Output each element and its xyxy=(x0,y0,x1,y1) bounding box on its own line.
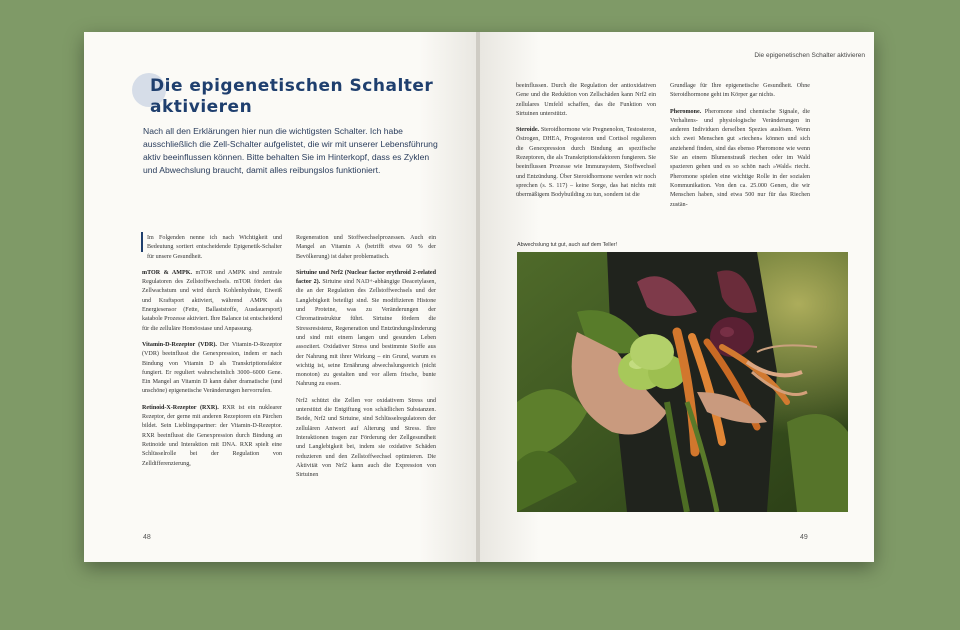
paragraph: Regeneration und Stoffwechselprozessen. Auch ein Mangel an Vitamin A (betrifft etwa 60 % der Bevölkerung) ist daher problematisch. xyxy=(296,235,436,260)
left-column-1 xyxy=(142,234,282,476)
vegetable-photo xyxy=(517,252,848,512)
open-book xyxy=(84,32,874,562)
page-number-left: 48 xyxy=(143,534,151,541)
right-column-2 xyxy=(670,82,810,217)
paragraph xyxy=(142,269,282,334)
paragraph-heading: Pheromone. xyxy=(670,108,702,115)
paragraph: beeinflussen. Durch die Regulation der antioxidativen Gene und die Reduktion von Zellschäden kann Nrf2 ein zellulares Umfeld schaffen, das die Funktion von Sirtuinen unterstützt. xyxy=(516,83,656,117)
paragraph-heading: Sirtuine und Nrf2 (Nuclear factor erythroid 2-related factor 2). xyxy=(296,269,436,286)
paragraph-heading: Retinoid-X-Rezeptor (RXR). xyxy=(142,404,219,411)
paragraph-text: mTOR und AMPK sind zentrale Regulatoren des Zellstoffwechsels. mTOR fördert das Zellwachstum und wird durch Kohlenhydrate, Eiweiß und Kraftsport aktiviert, während AMPK als Energiesensor (Fette, Ballaststoffe, Ausdauersport) katabole Prozesse aktiviert. Ihre Balance ist entscheidend für die zelluläre Homöostase und Anpassung. xyxy=(142,269,282,332)
paragraph-text: Pheromone sind chemische Signale, die Verhaltens- und physiologische Veränderungen in anderen Individuen derselben Spezies auslösen. Wenn sich zwei Menschen gut »riechen« können und sich anziehend finden, sind das ebenso Pheromone wie wenn Sie an einem Blumenstrauß riechen oder im Wald spazieren gehen und es so schön nach »Wald« riecht. Pheromone spielen eine wichtige Rolle in der sozialen Kommunikation. Von den ca. 25.000 Genen, die wir Menschen haben, sind etwa 500 nur für das Riechen zustän- xyxy=(670,108,810,208)
paragraph-text: RXR ist ein nuklearer Rezeptor, der gerne mit anderen Rezeptoren ein Pärchen bildet. Sein Lieblingspartner: der Vitamin-D-Rezeptor. RXR beeinflusst die Genexpression durch Bindung an Retinoide und Interaktion mit DNA. RXR spielt eine Schlüsselrolle bei der Regulation von Zelldifferenzierung, xyxy=(142,404,282,467)
chapter-intro: Nach all den Erklärungen hier nun die wichtigsten Schalter. Ich habe ausschließlich die Zell-Schalter aufgelistet, die wir mit unserer Lebensführung aktiv beeinflussen können. Bitte behalten Sie im Hinterkopf, dass es Zyklen und Abwechslung braucht, damit alles reibungslos funktioniert. xyxy=(143,126,438,175)
paragraph xyxy=(142,404,282,469)
paragraph: Im Folgenden nenne ich nach Wichtigkeit und Bedeutung sortiert entscheidende Epigenetik-Schalter für unsere Gesundheit. xyxy=(147,235,282,260)
right-page xyxy=(480,32,874,562)
paragraph-heading: Steroide. xyxy=(516,127,540,134)
paragraph-heading: mTOR & AMPK. xyxy=(142,269,192,276)
paragraph xyxy=(296,269,436,390)
paragraph-text: Der Vitamin-D-Rezeptor (VDR) beeinflusst die Genexpression, indem er nach Bindung von Vitamin D als Transkriptionsfaktor fungiert. Er reguliert wahrscheinlich 3000–6000 Gene. Ein Mangel an Vitamin D kann daher dramatische (und unschöne) epigenetische Veränderungen hervorrufen. xyxy=(142,341,282,395)
paragraph-heading: Vitamin-D-Rezeptor (VDR). xyxy=(142,341,217,348)
paragraph xyxy=(516,126,656,200)
paragraph xyxy=(142,341,282,397)
paragraph-text: Steroidhormone wie Pregnenolon, Testosteron, Östrogen, DHEA, Progesteron und Cortisol regulieren die Genexpression durch Bindung an spezifische Rezeptoren, die als Transkriptionsfaktoren fungieren. Sie beeinflussen Prozesse wie Immunsystem, Stoffwechsel und Entzündung. Über Steroidhormone werden wir noch sprechen (s. S. 117) – keine Sorge, das hat nichts mit übermäßigem Bodybuilding zu tun, sondern ist die xyxy=(516,127,656,199)
paragraph-text: Sirtuine sind NAD+-abhängige Deacetylasen, die an der Regulation des Zellstoffwechsels und der Langlebigkeit beteiligt sind. Sie modifizieren Histone und Proteine, was zu Veränderungen der Chromatinstruktur führt. Sirtuine fördern die Stressresistenz, Regeneration und Entzündungslinderung und sind mit einem langen und gesunden Leben assoziiert. Oxidativer Stress und bestimmte Stoffe aus der Nahrung mit ihrer Wirkung – ein Grund, warum es wichtig ist, seine Ernährung abwechslungsreich (nicht monoton) zu gestalten und vor allem frische, bunte Nahrung zu essen. xyxy=(296,279,437,388)
page-number-right: 49 xyxy=(800,534,808,541)
left-page xyxy=(84,32,478,562)
chapter-title: Die epigenetischen Schalter aktivieren xyxy=(150,76,434,117)
right-column-1 xyxy=(516,82,656,208)
left-column-2 xyxy=(296,234,436,487)
paragraph: Nrf2 schützt die Zellen vor oxidativem Stress und unterstützt die Entgiftung von schädlichen Substanzen. Beide, Nrf2 und Sirtuine, sind Schlüsselregulatoren der zellulären Antwort auf Alterung und Stress. Ihre Interaktionen tragen zur Förderung der Zellgesundheit und Langlebigkeit bei, indem sie oxidative Schäden reduzieren und den Zellstoffwechsel optimieren. Die Aktivität von Nrf2 kann auch die Expression von Sirtuinen xyxy=(296,397,436,479)
photo-caption: Abwechslung tut gut, auch auf dem Teller! xyxy=(517,242,617,248)
running-head: Die epigenetischen Schalter aktivieren xyxy=(754,52,865,59)
paragraph: Grundlage für Ihre epigenetische Gesundheit. Ohne Steroidhormone geht im Körper gar nichts. xyxy=(670,83,810,99)
vegetables-illustration xyxy=(517,252,848,512)
paragraph xyxy=(670,108,810,210)
